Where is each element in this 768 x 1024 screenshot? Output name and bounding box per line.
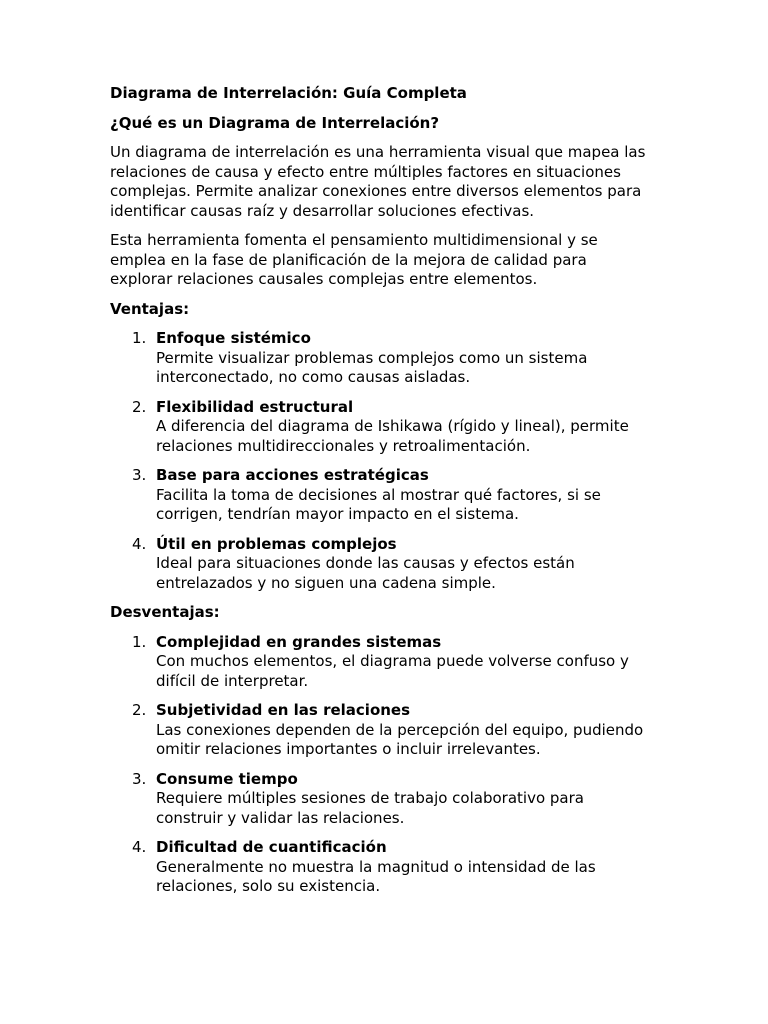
list-item-description: Las conexiones dependen de la percepción del equipo, pudiendo omitir relaciones importantes o incluir irrelevantes. [156, 720, 644, 758]
list-item-title: Flexibilidad estructural [156, 397, 354, 416]
list-item-title: Dificultad de cuantificación [156, 838, 387, 856]
document-title: Diagrama de Interrelación: Guía Completa [110, 84, 467, 102]
list-item [110, 398, 650, 457]
advantages-list [110, 329, 650, 593]
list-item-number: 2. [132, 701, 147, 719]
list-item [110, 535, 650, 594]
list-item-description: Requiere múltiples sesiones de trabajo colaborativo para construir y validar las relaciones. [156, 789, 584, 827]
list-item [110, 329, 650, 388]
list-item-description: Con muchos elementos, el diagrama puede volverse confuso y difícil de interpretar. [156, 652, 629, 690]
list-item-title: Base para acciones estratégicas [156, 466, 429, 484]
list-item-number: 4. [132, 534, 147, 553]
intro-paragraph-2: Esta herramienta fomenta el pensamiento multidimensional y se emplea en la fase de planificación de la mejora de calidad para explorar relaciones causales complejas entre elementos. [110, 231, 598, 288]
list-item [110, 701, 650, 760]
list-item-title: Subjetividad en las relaciones [156, 701, 411, 719]
list-item [110, 466, 650, 525]
list-item-number: 3. [132, 466, 147, 484]
list-item-number: 3. [132, 769, 147, 788]
list-item-description: Permite visualizar problemas complejos como un sistema interconectado, no como causas aisladas. [156, 348, 588, 386]
list-item-description: Facilita la toma de decisiones al mostrar qué factores, si se corrigen, tendrían mayor impacto en el sistema. [156, 485, 601, 523]
list-item-number: 4. [132, 838, 147, 856]
list-item [110, 770, 650, 829]
list-item-title: Complejidad en grandes sistemas [156, 632, 442, 651]
list-item-title: Enfoque sistémico [156, 329, 311, 347]
disadvantages-list [110, 633, 650, 897]
list-item [110, 838, 650, 897]
list-item-description: A diferencia del diagrama de Ishikawa (rígido y lineal), permite relaciones multidireccionales y retroalimentación. [156, 417, 629, 455]
list-item [110, 633, 650, 692]
intro-paragraph-1: Un diagrama de interrelación es una herramienta visual que mapea las relaciones de causa y efecto entre múltiples factores en situaciones complejas. Permite analizar conexiones entre diversos elementos para identificar causas raíz y desarrollar soluciones efectivas. [110, 143, 646, 220]
disadvantages-heading: Desventajas: [110, 603, 220, 621]
list-item-description: Generalmente no muestra la magnitud o intensidad de las relaciones, solo su existencia. [156, 857, 596, 895]
document-page [110, 84, 650, 907]
section-question: ¿Qué es un Diagrama de Interrelación? [110, 113, 440, 132]
advantages-heading: Ventajas: [110, 299, 190, 318]
list-item-number: 1. [132, 632, 147, 651]
list-item-description: Ideal para situaciones donde las causas y efectos están entrelazados y no siguen una cadena simple. [156, 554, 575, 592]
list-item-title: Consume tiempo [156, 769, 298, 788]
list-item-number: 1. [132, 329, 147, 347]
list-item-number: 2. [132, 397, 147, 416]
list-item-title: Útil en problemas complejos [156, 534, 397, 553]
